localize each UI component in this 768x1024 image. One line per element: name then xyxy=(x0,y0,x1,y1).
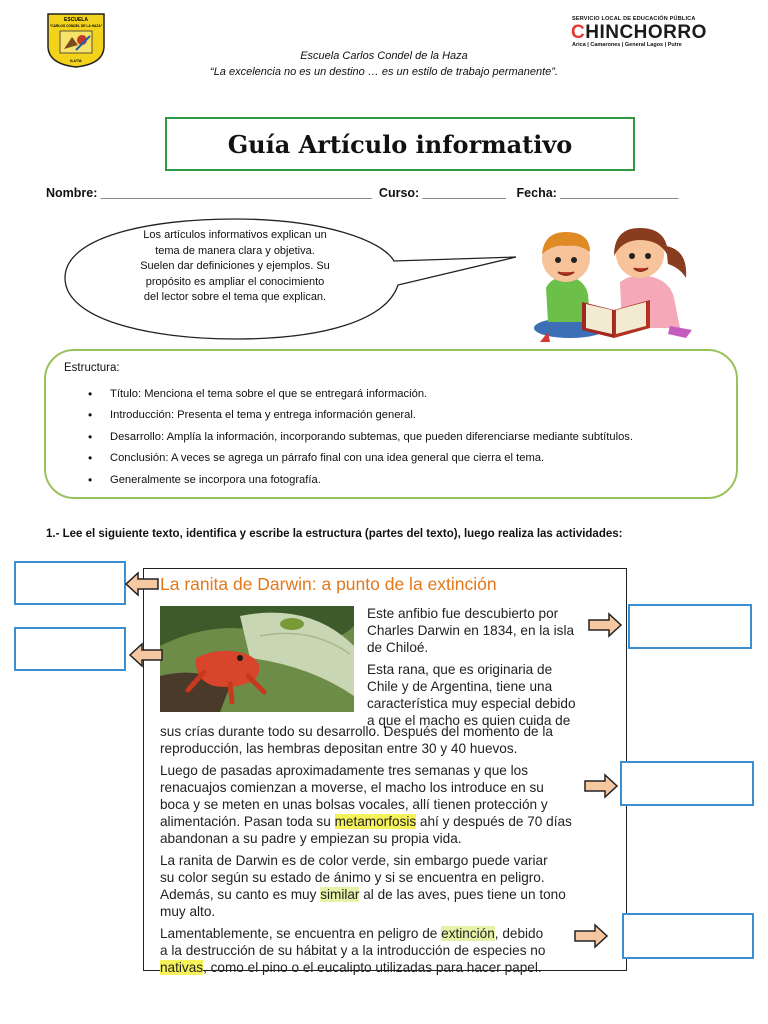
logo-text-mid: "CARLOS CONDEL DE LA HAZA" xyxy=(49,24,103,28)
article-line: Este anfibio fue descubierto por xyxy=(367,606,559,621)
article-line: a que el macho es quien cuida de xyxy=(367,713,571,728)
answer-box-photo[interactable] xyxy=(14,627,126,671)
highlight-extincion: extinción xyxy=(441,926,495,941)
arrow-right-icon xyxy=(583,772,619,800)
highlight-metamorfosis: metamorfosis xyxy=(334,814,417,829)
article-line: a la destrucción de su hábitat y a la introducción de especies no xyxy=(160,943,546,958)
article-line: reproducción, las hembras depositan entre 30 y 40 huevos. xyxy=(160,741,518,756)
bubble-line: Suelen dar definiciones y ejemplos. Su xyxy=(140,260,330,273)
article-line: su color según su estado de ánimo y si se encuentra en peligro. xyxy=(160,870,545,885)
bubble-line: tema de manera clara y objetiva. xyxy=(155,244,315,257)
bubble-text xyxy=(112,228,358,306)
article-line: Chile y de Argentina, tiene una xyxy=(367,679,553,694)
structure-list xyxy=(88,388,718,495)
article-line: Lamentablemente, se encuentra en peligro de extinción, debido xyxy=(160,926,544,941)
article-title: La ranita de Darwin: a punto de la extinción xyxy=(160,574,497,594)
logo-text-bottom: ILUTA xyxy=(70,58,82,63)
answer-box-conclusion[interactable] xyxy=(622,913,754,959)
kids-reading-illustration xyxy=(510,218,700,348)
structure-item-development: • Desarrollo: Amplía la información, incorporando subtemas, que pueden diferenciarse mediante subtítulos. xyxy=(88,431,718,452)
article-line: de Chiloé. xyxy=(367,640,429,655)
slep-brand-first: C xyxy=(571,22,586,43)
structure-item-introduction: • Introducción: Presenta el tema y entrega información general. xyxy=(88,409,718,430)
article-line: sus crías durante todo su desarrollo. Después del momento de la xyxy=(160,724,553,739)
logo-text-top: ESCUELA xyxy=(64,17,88,23)
frog-photo xyxy=(160,606,354,712)
student-fields-line[interactable]: Nombre: _______________________________________ Curso: ____________ Fecha: _________________ xyxy=(46,186,679,200)
article-line: Luego de pasadas aproximadamente tres semanas y que los xyxy=(160,763,529,778)
structure-title: Estructura: xyxy=(64,362,120,374)
arrow-right-icon xyxy=(573,922,609,950)
article-line: boca y se meten en unas bolsas vocales, allí tienen protección y xyxy=(160,797,548,812)
structure-item-conclusion: • Conclusión: A veces se agrega un párrafo final con una idea general que cierra el tema. xyxy=(88,452,718,473)
school-name: Escuela Carlos Condel de la Haza xyxy=(300,50,468,62)
instruction: 1.- Lee el siguiente texto, identifica y escribe la estructura (partes del texto), luego realiza las actividades: xyxy=(46,528,623,540)
article-body-block xyxy=(160,723,620,976)
article-line: Charles Darwin en 1834, en la isla xyxy=(367,623,575,638)
arrow-left-icon xyxy=(124,570,160,598)
article-line: característica muy especial debido xyxy=(367,696,576,711)
title-box xyxy=(165,117,635,171)
highlight-similar: similar xyxy=(320,887,360,902)
article-line: alimentación. Pasan toda su metamorfosis ahí y después de 70 días xyxy=(160,814,572,829)
bubble-line: Los artículos informativos explican un xyxy=(143,229,327,241)
structure-item-photo: • Generalmente se incorpora una fotografía. xyxy=(88,474,718,495)
school-motto: “La excelencia no es un destino … es un estilo de trabajo permanente”. xyxy=(210,66,558,78)
article-line: Además, su canto es muy similar al de las aves, pues tiene un tono xyxy=(160,887,566,902)
answer-box-development[interactable] xyxy=(620,761,754,806)
bubble-line: propósito es ampliar el conocimiento xyxy=(145,275,325,288)
arrow-right-icon xyxy=(587,611,623,639)
article-intro-block xyxy=(367,605,576,729)
slep-subtitle: SERVICIO LOCAL DE EDUCACIÓN PÚBLICA xyxy=(572,16,696,22)
slep-communes: Arica | Camarones | General Lagos | Putre xyxy=(572,42,682,48)
article-line: nativas, como el pino o el eucalipto utilizadas para hacer papel. xyxy=(160,960,542,975)
article-line: muy alto. xyxy=(160,904,216,919)
answer-box-introduction[interactable] xyxy=(628,604,752,649)
page-title: Guía Artículo informativo xyxy=(227,129,573,159)
article-line: renacuajos comienzan a moverse, el macho los introduce en su xyxy=(160,780,544,795)
article-line: Esta rana, que es originaria de xyxy=(367,662,553,677)
slep-brand-rest: HINCHORRO xyxy=(585,22,707,43)
arrow-left-icon xyxy=(128,641,164,669)
answer-box-title[interactable] xyxy=(14,561,126,605)
article-line: abandonan a su padre y empiezan su propia vida. xyxy=(160,831,462,846)
article-line: La ranita de Darwin es de color verde, sin embargo puede variar xyxy=(160,853,548,868)
structure-item-title: • Título: Menciona el tema sobre el que se entregará información. xyxy=(88,388,718,409)
highlight-nativas: nativas xyxy=(160,960,204,975)
slep-brand-logo xyxy=(571,22,707,44)
bubble-line: del lector sobre el tema que explican. xyxy=(143,291,327,304)
